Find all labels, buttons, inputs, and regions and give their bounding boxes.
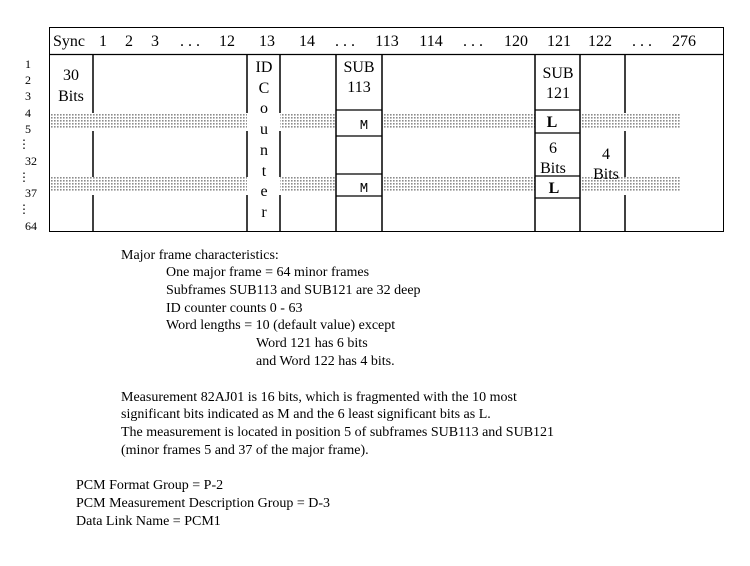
- id-counter-letter: r: [261, 204, 267, 221]
- id-counter-letter: e: [260, 183, 268, 200]
- word121-bits-count: 6: [549, 140, 557, 157]
- dotted-band-row-37: [50, 177, 93, 192]
- row-label: 37: [25, 186, 37, 200]
- dotted-band-row-4-5: [93, 113, 247, 128]
- dotted-band-row-4-5: [625, 113, 680, 128]
- major-frame-item: Subframes SUB113 and SUB121 are 32 deep: [166, 283, 421, 298]
- header-col: 2: [125, 33, 133, 50]
- row-label: ⋮: [18, 137, 30, 151]
- id-counter-letter: o: [260, 100, 268, 117]
- lsb-marker-row-5: L: [546, 114, 558, 131]
- measurement-description: The measurement is located in position 5 of subframes SUB113 and SUB121: [121, 425, 555, 440]
- msb-marker-row-37: M: [359, 181, 369, 197]
- dotted-band-row-4-5: [580, 113, 625, 128]
- pcm-frame-diagram: [0, 0, 750, 240]
- row-label: ⋮: [18, 170, 30, 184]
- sub113-number: 113: [347, 79, 371, 96]
- measurement-description: Measurement 82AJ01 is 16 bits, which is fragmented with the 10 most: [121, 390, 517, 405]
- word-length-item: and Word 122 has 4 bits.: [256, 354, 395, 369]
- row-label: 1: [25, 57, 31, 71]
- dotted-band-row-37: [280, 177, 336, 192]
- dotted-band-row-37: [93, 177, 247, 192]
- major-frame-heading: Major frame characteristics:: [121, 248, 279, 263]
- header-col: 3: [151, 33, 159, 50]
- measurement-description: significant bits indicated as M and the 6 least significant bits as L.: [121, 407, 491, 422]
- header-col: 122: [588, 33, 612, 50]
- row-label: 64: [25, 219, 37, 233]
- header-col: . . .: [180, 33, 200, 50]
- row-label: 2: [25, 73, 31, 87]
- major-frame-item: ID counter counts 0 - 63: [166, 301, 303, 316]
- measurement-description: (minor frames 5 and 37 of the major frame).: [121, 443, 369, 458]
- major-frame-item: One major frame = 64 minor frames: [166, 265, 370, 280]
- dotted-band-row-37: [625, 177, 680, 192]
- header-col: 113: [375, 33, 399, 50]
- row-label: 5: [25, 122, 31, 136]
- header-col: . . .: [463, 33, 483, 50]
- header-col: 1: [99, 33, 107, 50]
- header-col: 114: [419, 33, 443, 50]
- row-label: 3: [25, 89, 31, 103]
- dotted-band-row-4-5: [50, 113, 93, 128]
- word122-bits-count: 4: [602, 146, 610, 163]
- word121-bits-unit: Bits: [540, 160, 566, 177]
- pcm-measurement-group: PCM Measurement Description Group = D-3: [76, 496, 331, 511]
- dotted-band-row-37: [382, 177, 535, 192]
- sub121-number: 121: [546, 85, 570, 102]
- header-sync-label: Sync: [53, 33, 85, 50]
- dotted-band-row-4-5: [382, 113, 535, 128]
- id-counter-letter: C: [258, 80, 270, 97]
- sub121-label: SUB: [542, 65, 574, 82]
- id-counter-letter: n: [260, 142, 268, 159]
- header-col: 13: [259, 33, 275, 50]
- row-label: 32: [25, 154, 37, 168]
- header-col: 121: [547, 33, 571, 50]
- word-length-item: Word 121 has 6 bits: [256, 336, 368, 351]
- sync-bits-unit: Bits: [58, 88, 84, 105]
- major-frame-item: Word lengths = 10 (default value) except: [166, 318, 396, 333]
- header-col: 12: [219, 33, 235, 50]
- header-col: . . .: [335, 33, 355, 50]
- id-counter-letter: u: [260, 121, 268, 138]
- data-link-name: Data Link Name = PCM1: [76, 514, 221, 529]
- row-label: ⋮: [18, 202, 30, 216]
- header-col: 120: [504, 33, 528, 50]
- id-counter-letter: t: [261, 163, 267, 180]
- header-col: 14: [299, 33, 315, 50]
- frame-border: [50, 28, 724, 232]
- msb-marker-row-5: M: [359, 118, 369, 134]
- sync-bits-count: 30: [63, 67, 79, 84]
- header-col: . . .: [632, 33, 652, 50]
- lsb-marker-row-37: L: [548, 180, 560, 197]
- dotted-band-row-4-5: [280, 113, 336, 128]
- word122-bits-unit: Bits: [593, 166, 619, 183]
- pcm-format-group: PCM Format Group = P-2: [76, 478, 224, 493]
- id-counter-letter: ID: [255, 59, 273, 76]
- sub113-label: SUB: [343, 59, 375, 76]
- row-label: 4: [25, 106, 31, 120]
- header-col: 276: [672, 33, 696, 50]
